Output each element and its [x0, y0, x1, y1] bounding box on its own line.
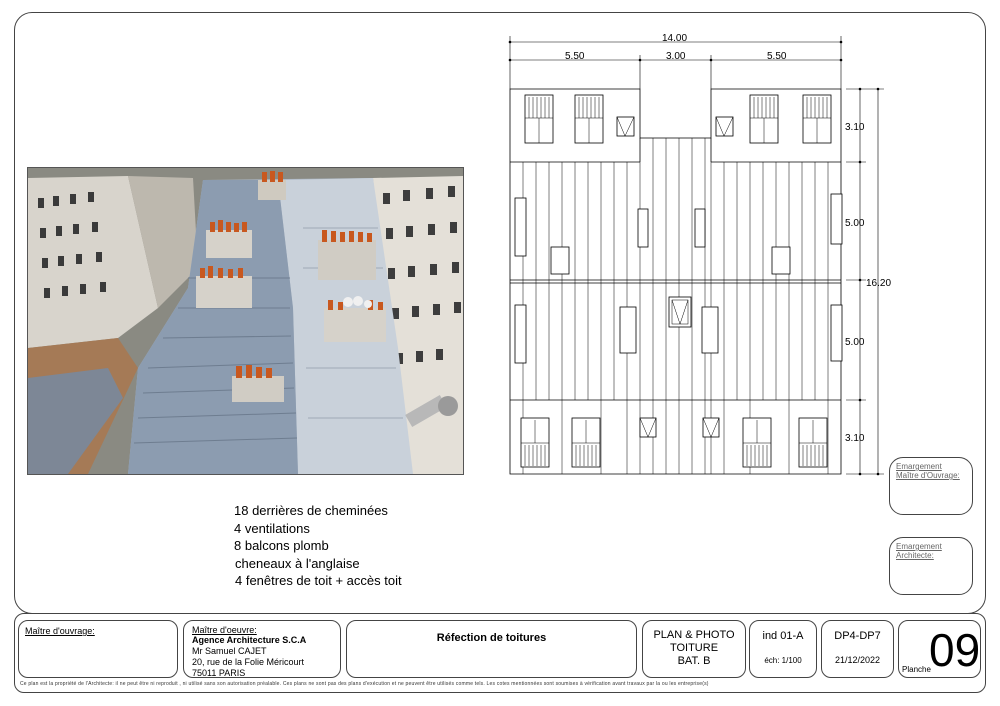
owner-label: Maître d'ouvrage:	[25, 626, 95, 636]
agency-address: 20, rue de la Folie Méricourt	[192, 657, 305, 667]
agency-city: 75011 PARIS	[192, 668, 246, 678]
project-title: Réfection de toitures	[436, 632, 547, 644]
reference-box	[821, 620, 894, 678]
roof-plan-drawing	[505, 30, 892, 480]
owner-box	[18, 620, 178, 678]
agency-name: Agence Architecture S.C.A	[192, 635, 307, 645]
dim-center-width: 3.00	[666, 51, 686, 62]
architect-label: Maître d'oeuvre:	[192, 625, 257, 635]
note-line: 4 fenêtres de toit + accès toit	[235, 573, 402, 588]
dim-right-width: 5.50	[767, 51, 787, 62]
dim-lower-mid: 5.00	[845, 337, 865, 348]
works-notes	[234, 502, 402, 590]
project-box	[346, 620, 637, 678]
dim-left-width: 5.50	[565, 51, 585, 62]
architect-signature-subtitle: Architecte:	[896, 551, 934, 560]
planche-box	[898, 620, 981, 678]
sheet-title-line: PLAN & PHOTO	[653, 629, 735, 641]
note-line: 18 derrières de cheminées	[234, 503, 388, 518]
note-line: 8 balcons plomb	[234, 538, 329, 553]
planche-number: 09	[929, 624, 981, 676]
sheet-title-box	[642, 620, 746, 678]
dim-upper-mid: 5.00	[845, 218, 865, 229]
roof-aerial-photo	[27, 167, 464, 475]
dim-total-height: 16.20	[866, 278, 892, 289]
dim-bottom-section: 3.10	[845, 433, 865, 444]
index-value: ind 01-A	[762, 630, 804, 642]
architect-signature-box	[889, 537, 973, 595]
scale-value: éch: 1/100	[764, 656, 802, 665]
owner-signature-box	[889, 457, 973, 515]
index-box	[749, 620, 817, 678]
sheet-title-line: TOITURE	[669, 642, 719, 654]
owner-signature-title: Emargement	[896, 462, 942, 471]
architect-box	[183, 620, 341, 678]
dim-total-width: 14.00	[662, 33, 688, 44]
note-line: 4 ventilations	[234, 520, 310, 536]
reference-value: DP4-DP7	[834, 630, 881, 642]
planche-label: Planche	[902, 665, 931, 674]
copyright-disclaimer: Ce plan est la propriété de l'Architecte: il ne peut être ni reproduit , ni utilisé sans son autorisation préalable. Ces plans ne sont pas des plans d'exécution et ne peuvent être utilisés comme tels. Les cotes mentionnées sont soumises à vérification avant travaux par la ou les entreprise(s)	[20, 681, 709, 687]
architect-signature-title: Emargement	[896, 542, 942, 551]
date-value: 21/12/2022	[834, 655, 881, 665]
note-line: cheneaux à l'anglaise	[235, 555, 360, 571]
sheet-title-line: BAT. B	[677, 655, 711, 667]
roof-photo-graphic	[28, 168, 463, 474]
owner-signature-subtitle: Maître d'Ouvrage:	[896, 471, 960, 480]
dim-top-section: 3.10	[845, 122, 865, 133]
agency-contact: Mr Samuel CAJET	[192, 646, 267, 656]
